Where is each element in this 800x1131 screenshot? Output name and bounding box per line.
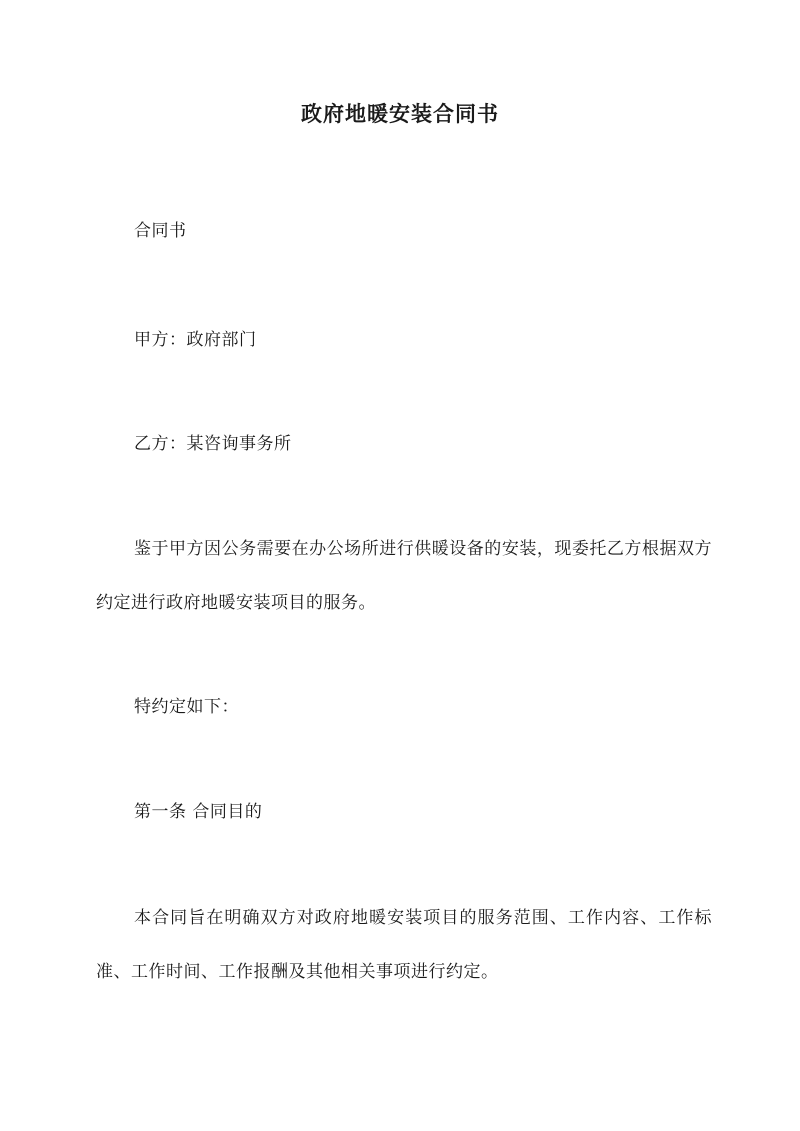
paragraph-party-a: 甲方：政府部门 (134, 330, 257, 350)
paragraph-party-b: 乙方：某咨询事务所 (134, 434, 292, 454)
document-title: 政府地暖安装合同书 (301, 101, 499, 126)
paragraph-preamble: 鉴于甲方因公务需要在办公场所进行供暖设备的安装，现委托乙方根据双方约定进行政府地暖安装项目的服务。 (96, 539, 712, 613)
article-heading-1: 第一条 合同目的 (134, 802, 263, 822)
article-body-1: 本合同旨在明确双方对政府地暖安装项目的服务范围、工作内容、工作标准、工作时间、工作报酬及其他相关事项进行约定。 (96, 908, 712, 982)
paragraph-agreement-intro: 特约定如下： (134, 697, 239, 717)
paragraph-contract-label: 合同书 (134, 221, 187, 241)
